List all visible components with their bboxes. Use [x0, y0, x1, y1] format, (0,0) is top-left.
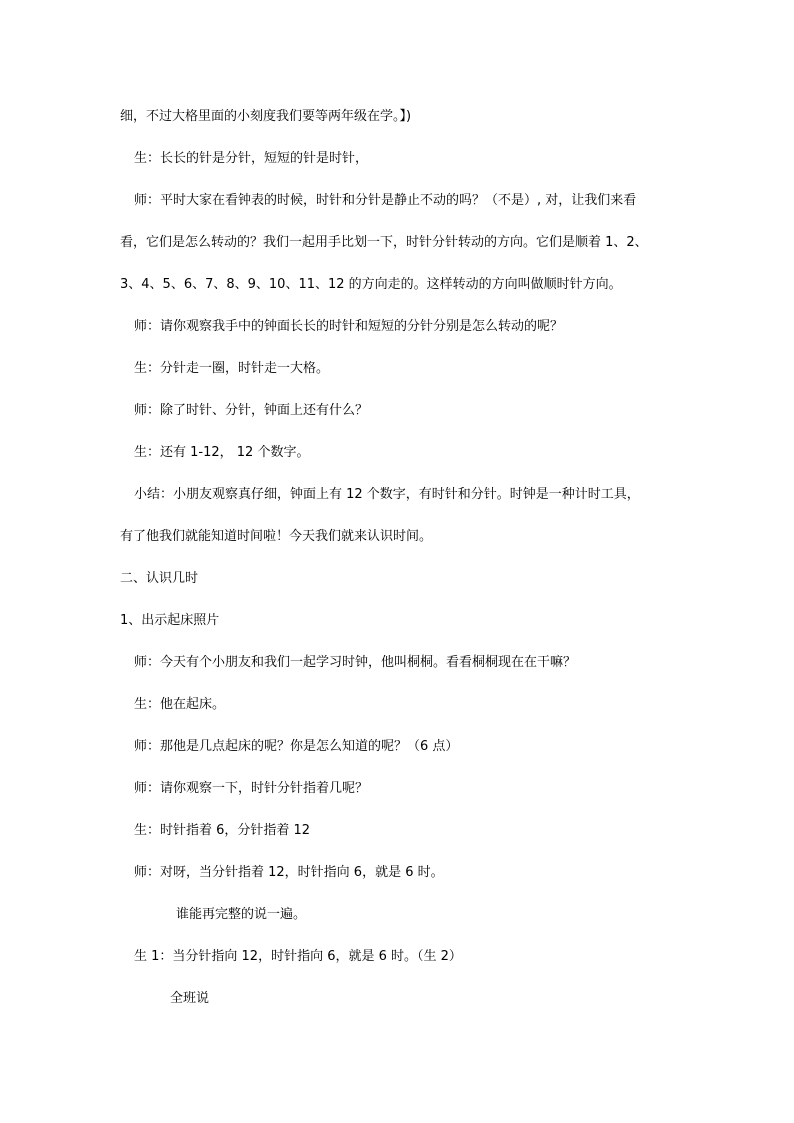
- paragraph-line: 细，不过大格里面的小刻度我们要等两年级在学。】): [120, 109, 412, 124]
- paragraph-line: 生 1：当分针指向 12，时针指向 6，就是 6 时。（生 2）: [134, 949, 462, 964]
- paragraph-line: 师：除了时针、分针，钟面上还有什么？: [134, 403, 369, 418]
- paragraph-line: 生：分针走一圈，时针走一大格。: [134, 361, 330, 376]
- paragraph-line: 师：对呀，当分针指着 12，时针指向 6，就是 6 时。: [134, 865, 444, 880]
- paragraph-line: 生：还有 1-12， 12 个数字。: [134, 445, 310, 460]
- section-heading: 二、认识几时: [120, 571, 199, 586]
- paragraph-line: 生：他在起床。: [134, 697, 226, 712]
- paragraph-line: 有了他我们就能知道时间啦！今天我们就来认识时间。: [120, 529, 433, 544]
- paragraph-line: 3、4、5、6、7、8、9、10、11、12 的方向走的。这样转动的方向叫做顺时针方向。: [120, 277, 622, 292]
- paragraph-line: 师：平时大家在看钟表的时候，时针和分针是静止不动的吗？（不是）, 对，让我们来看: [134, 193, 637, 208]
- paragraph-line: 看，它们是怎么转动的？我们一起用手比划一下，时针分针转动的方向。它们是顺着 1、2、: [120, 235, 648, 250]
- paragraph-line: 生：时针指着 6，分针指着 12: [134, 823, 311, 838]
- paragraph-line: 师：那他是几点起床的呢？你是怎么知道的呢？（6 点）: [134, 739, 459, 754]
- subsection-heading: 1、出示起床照片: [120, 613, 220, 628]
- paragraph-line: 师：今天有个小朋友和我们一起学习时钟，他叫桐桐。看看桐桐现在在干嘛？: [134, 655, 577, 670]
- paragraph-line: 师：请你观察一下，时针分针指着几呢？: [134, 781, 369, 796]
- paragraph-line: 生：长长的针是分针，短短的针是时针，: [134, 151, 369, 166]
- paragraph-line: 小结：小朋友观察真仔细，钟面上有 12 个数字，有时针和分针。时钟是一种计时工具，: [134, 487, 640, 502]
- paragraph-line: 谁能再完整的说一遍。: [176, 907, 307, 922]
- paragraph-line: 师：请你观察我手中的钟面长长的时针和短短的分针分别是怎么转动的呢？: [134, 319, 564, 334]
- paragraph-line: 全班说: [170, 991, 210, 1006]
